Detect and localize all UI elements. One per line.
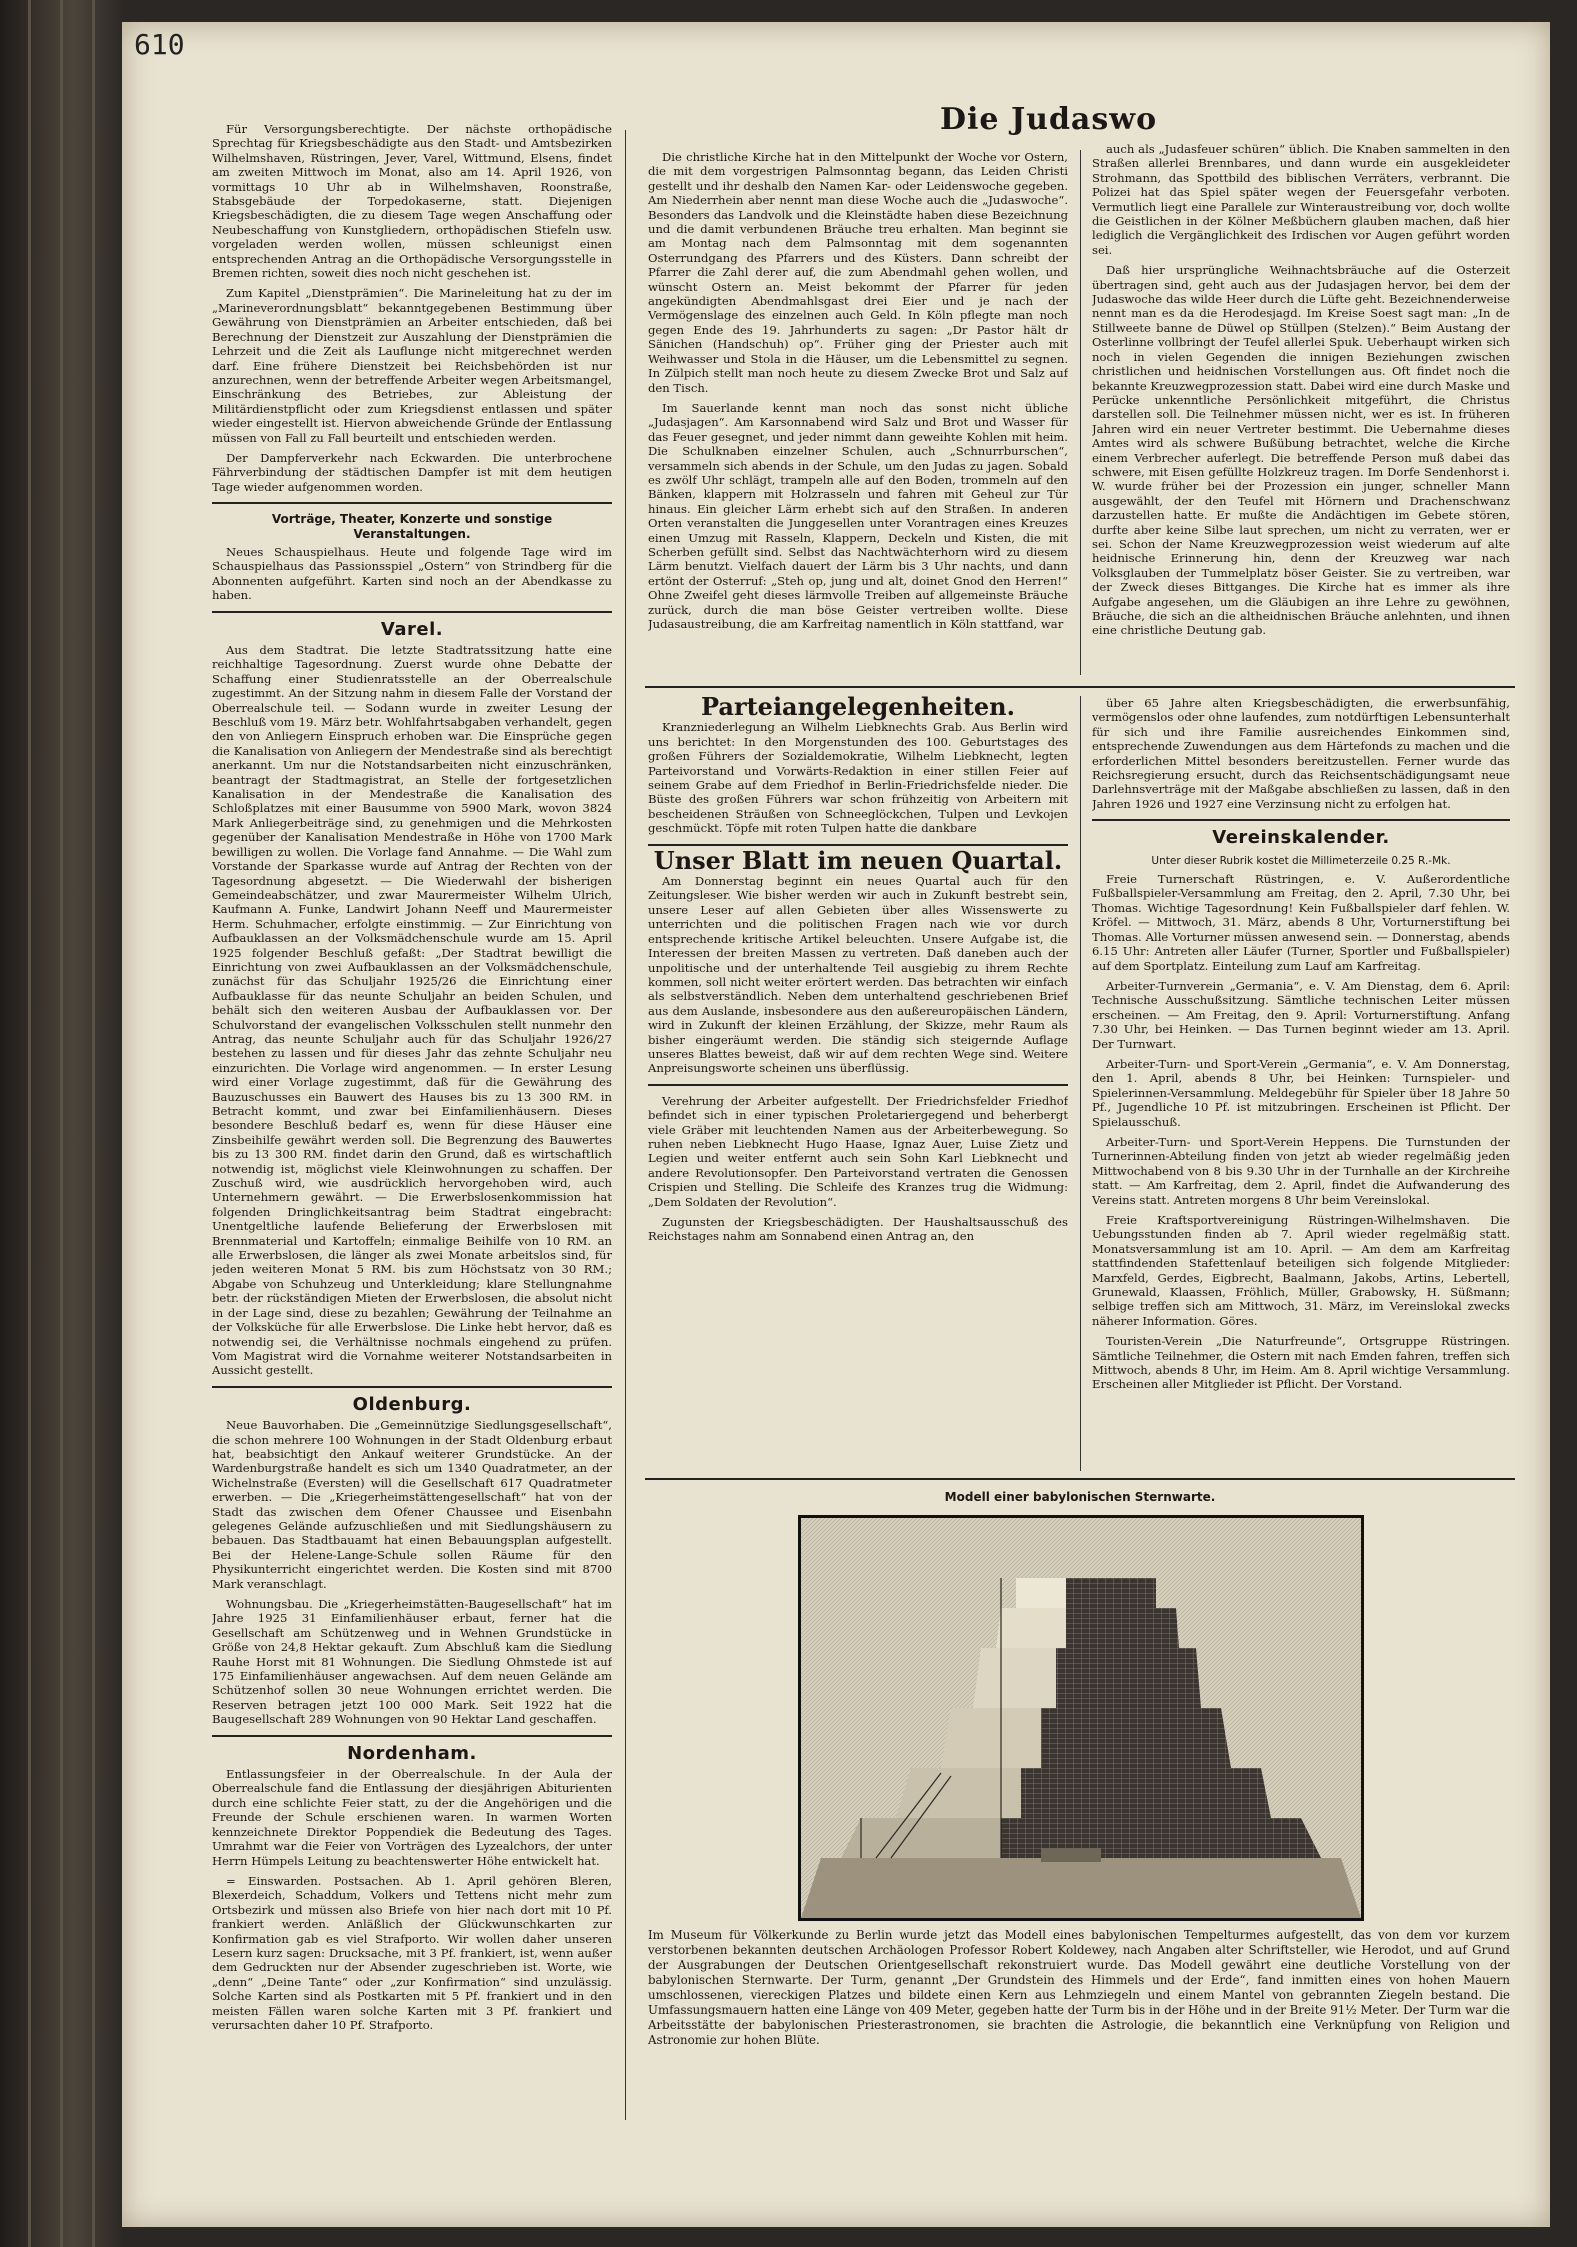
article-judaswoche-2: Im Sauerlande kennt man noch das sonst nicht übliche „Judasjagen“. Am Karsonnabend wird Salz und Brot und Wasser für das Feuer gesegnet, und jeder nimmt dann geweihte Kohlen mit heim. Die Schulknaben einzelner Schulen, auch „Schnurrburschen“, versammeln sich abends in der Schule, um den Judas zu jagen. Sobald es zwölf Uhr schlägt, trampeln alle auf den Boden, trommeln auf den Bänken, klappern mit Holzrasseln und fahren mit Geheul zur Tür hinaus. Ein gleicher Lärm erhebt sich auf den Straßen. In anderen Orten veranstalten die Junggesellen unter Vorantragen eines Kreuzes einen Umzug mit Rasseln, Klappern, Deckeln und Kisten, die mit Scherben gefüllt sind. Selbst das Nachtwächterhorn wird zu diesem Lärm benutzt. Vielfach dauert der Lärm bis 3 Uhr nachts, und dann ertönt der Osterruf: „Steh op, jung und alt, doinet Gnod den Herren!“ Ohne Zweifel geht dieses lärmvolle Treiben auf allgemeinste Bräuche zurück, durch die man böse Geister vertreiben wollte. Diese Judasaustreibung, die am Karfreitag namentlich in Köln stattfand, war [648, 400, 1068, 631]
article-einswarden: = Einswarden. Postsachen. Ab 1. April gehören Bleren, Blexerdeich, Schaddum, Volkers und Tettens nicht mehr zum Ortsbezirk und müssen also Briefe von hier nach dort mit 10 Pf. frankiert werden. Anläßlich der Glückwunschkarten zur Konfirmation gab es viel Strafporto. Wir wollen daher unseren Lesern kurz sagen: Drucksache, mit 3 Pf. frankiert, ist, wenn außer dem Gedruckten nur der Absender zugeschrieben ist. Worte, wie „denn“ „Deine Tante“ oder „zur Konfirmation“ sind unzulässig. Solche Karten sind als Postkarten mit 5 Pf. frankiert und in den meisten Fällen waren solche Karten mit 3 Pf. frankiert und verursachten daher 10 Pf. Strafporto. [212, 1873, 612, 2032]
page-number: 610 [134, 28, 185, 61]
middle-column-lower [648, 696, 1068, 1466]
figure-babylonian-observatory [798, 1515, 1364, 1921]
figure-title: Modell einer babylonischen Sternwarte. [944, 1490, 1216, 1504]
left-column [212, 122, 612, 2127]
section-oldenburg: Oldenburg. [352, 1393, 472, 1415]
article-judasfeuer: auch als „Judasfeuer schüren“ üblich. Die Knaben sammelten in den Straßen allerlei Brennbares, und dann wurde ein ausgekleideter Strohmann, das Spottbild des biblischen Verräters, verbrannt. Die Polizei hat das Spiel später wegen der Feuersgefahr verboten. Vermutlich liegt eine Parallele zur Winteraustreibung vor, doch wollte die Geistlichen in der Kölner Meßbüchern glauben machen, daß hier lediglich die Vergänglichkeit des Irdischen vor Augen geführt worden sei. [1092, 142, 1510, 257]
article-weihnachtsbraeuche: Daß hier ursprüngliche Weihnachtsbräuche auf die Osterzeit übertragen sind, geht auch aus der Judasjagen hervor, bei dem der Judaswoche das wilde Heer durch die Lüfte geht. Bezeichnenderweise nennt man es da die Herodesjagd. Im Kreise Soest sagt man: „In de Stillweete banne de Düwel op Stüllpen (Stelzen).“ Beim Austang der Osterlinne vollbringt der Teufel allerlei Spuk. Ueberhaupt wirken sich noch in vielen Gegenden die innigen Beziehungen zwischen christlichen und heidnischen Vorstellungen aus. Oft findet noch die bekannte Kreuzwegprozession statt. Dabei wird eine durch Maske und Perücke unkenntliche Persönlichkeit mitgeführt, die Christus darstellen soll. Die Teilnehmer müssen nicht, wer es ist. In früheren Jahren wird ein neuer Vertreter bestimmt. Die Uebernahme dieses Amtes wird als schwere Bußübung betrachtet, welche die Kirche einem Verbrecher auferlegt. Die betreffende Person muß dabei das schwere, mit Eisen gefüllte Holzkreuz tragen. Im Dorfe Sendenhorst i. W. wurde früher bei der Prozession ein junger, schneller Mann ausgewählt, der den Teufel mit Hörnern und Drachenschwanz darzustellen hatte. Er mußte die Andächtigen im Gebete stören, durfte aber keine Silbe laut sprechen, um nicht zu verraten, wer er sei. Schon der Name Kreuzwegprozession weist wiederum auf alte heidnische Erinnerung hin, denn der Kreuzweg war nach Volksglauben der Tummelplatz böser Geister. Sie zu vertreiben, war der Zweck dieses Bittganges. Die Kirche hat es immer als ihre Aufgabe angesehen, um die Gläubigen an ihre Lehre zu gewöhnen, Bräuche, die sich an die altheidnischen Bräuche anlehnten, und ihnen eine christliche Deutung gab. [1092, 263, 1510, 638]
divider [212, 611, 612, 613]
article-wohnungsbau: Wohnungsbau. Die „Kriegerheimstätten-Baugesellschaft“ hat im Jahre 1925 31 Einfamilienhäuser erbaut, ferner hat die Gesellschaft am Schützenweg und in Wehnen Grundstücke in Größe von 24,8 Hektar gekauft. Zum Abschluß kam die Siedlung Rauhe Horst mit 81 Wohnungen. Die Siedlung Ohmstede ist auf 175 Einfamilienhäuser angewachsen. Auf dem neuen Gelände am Schützenhof sollen 30 neue Wohnungen errichtet werden. Die Reserven betragen jetzt 100 000 Mark. Seit 1922 hat die Baugesellschaft 289 Wohnungen von 90 Hektar Land geschaffen. [212, 1597, 612, 1727]
article-kriegsbeschaedigte-cont: über 65 Jahre alten Kriegsbeschädigten, die erwerbsunfähig, vermögenslos oder ohne laufendes, zum notdürftigen Lebensunterhalt für sich und ihre Familie ausreichendes Einkommen sind, entsprechende Zuwendungen aus dem Härtefonds zu machen und die erforderlichen Mittel besonders bereitzustellen. Ferner wurde das Reichsregierung ersucht, durch das Reichsentschädigungsamt neue Darlehnsverträge mit der Maßgabe abschließen zu lassen, daß in den Jahren 1926 und 1927 eine Verzinsung nicht zu erfolgen hat. [1092, 696, 1510, 811]
column-rule [1080, 696, 1081, 1471]
section-nordenham: Nordenham. [347, 1742, 477, 1764]
section-veranstaltungen: Vorträge, Theater, Konzerte und sonstige Veranstaltungen. [271, 512, 553, 541]
section-parteiangelegenheiten: Parteiangelegenheiten. [700, 696, 1015, 721]
verein-kraftsport: Freie Kraftsportvereinigung Rüstringen-Wilhelmshaven. Die Uebungsstunden finden ab 7. April wieder regelmäßig statt. Monatsversammlung ist am 10. April. — Am dem am Karfreitag stattfindenden Stafettenlauf beteiligen sich folgende Mitglieder: Marxfeld, Gerdes, Eigbrecht, Baalmann, Jakobs, Artins, Lebertell, Grunewald, Klaassen, Fröhlich, Müller, Grabowsky, H. Süßmann; selbige treffen sich am Mittwoch, 31. März, im Vereinslokal zwecks näherer Information. Göres. [1092, 1213, 1510, 1328]
verein-naturfreunde: Touristen-Verein „Die Naturfreunde“, Ortsgruppe Rüstringen. Sämtliche Teilnehmer, die Ostern mit nach Emden fahren, treffen sich Mittwoch, abends 8 Uhr, im Heim. Am 8. April wichtige Versammlung. Erscheinen aller Mitglieder ist Pflicht. Der Vorstand. [1092, 1334, 1510, 1392]
right-column-lower [1092, 696, 1510, 1466]
article-judaswoche-1: Die christliche Kirche hat in den Mittelpunkt der Woche vor Ostern, die mit dem vorgestrigen Palmsonntag begann, das Leiden Christi gestellt und ihr deshalb den Namen Kar- oder Leidenswoche gegeben. Am Niederrhein aber nennt man diese Woche auch die „Judaswoche“. Besonders das Landvolk und die Kleinstädte haben diese Bezeichnung und die damit verbundenen Bräuche treu erhalten. Man beginnt sie am Montag nach dem Palmsonntag mit dem sogenannten Osterrundgang des Pfarrers und des Küsters. Dann schreibt der Pfarrer die Zahl derer auf, die zum Abendmahl gehen wollen, und wünscht Ostern an. Meist bekommt der Pfarrer für jeden angekündigten Abendmahlsgast drei Eier und je nach der Vermögenslage des einzelnen auch Geld. In Köln pflegte man noch gegen Ende des 19. Jahrhunderts zu sagen: „Dr Pastor hält dr Sänichen (Handschuh) op“. Früher ging der Priester auch mit Weihwasser und Stola in die Häuser, um die Lebensmittel zu segnen. In Zülpich stellt man noch heute zu diesem Zwecke Brot und Salz auf den Tisch. [648, 150, 1068, 395]
article-dampferverkehr: Der Dampferverkehr nach Eckwarden. Die unterbrochene Fährverbindung der städtischen Dampfer ist mit dem heutigen Tage wieder aufgenommen worden. [212, 450, 612, 494]
article-schauspielhaus: Neues Schauspielhaus. Heute und folgende Tage wird im Schauspielhaus das Passionsspiel „Ostern“ von Strindberg für die Abonnenten aufgeführt. Karten sind noch an der Abendkasse zu haben. [212, 544, 612, 603]
column-rule [1080, 150, 1081, 675]
article-verehrung: Verehrung der Arbeiter aufgestellt. Der Friedrichsfelder Friedhof befindet sich in einer typischen Proletariergegend und beherbergt viele Gräber mit leuchtenden Namen aus der Arbeiterbewegung. So ruhen neben Liebknecht Hugo Haase, Ignaz Auer, Luise Zietz und Legien und weiter entfernt auch sein Sohn Karl Liebknecht und andere Revolutionsopfer. Den Parteivorstand vertraten die Genossen Crispien und Stelling. Die Schleife des Kranzes trug die Widmung: „Dem Soldaten der Revolution“. [648, 1093, 1068, 1209]
article-kranzniederlegung: Kranzniederlegung an Wilhelm Liebknechts Grab. Aus Berlin wird uns berichtet: In den Morgenstunden des 100. Geburtstages des großen Führers der Sozialdemokratie, Wilhelm Liebknecht, legten Parteivorstand und Vorwärts-Redaktion in einer stillen Feier auf seinem Grabe auf dem Friedhof in Berlin-Friedrichsfelde nieder. Die Büste des großen Führers war schon frühzeitig von Arbeitern mit bescheidenen Sträußen von Schneeglöckchen, Tulpen und Levkojen geschmückt. Töpfe mit roten Tulpen hatte die dankbare [648, 720, 1068, 836]
article-neues-quartal: Am Donnerstag beginnt ein neues Quartal auch für den Zeitungsleser. Wie bisher werden wir auch in Zukunft bestrebt sein, unsere Leser auf allen Gebieten über alles Wissenswerte zu unterrichten und die politischen Fragen nach wie vor durch entsprechende kritische Artikel beleuchten. Unsere Aufgabe ist, die Interessen der breiten Massen zu vertreten. Daß daneben auch der unpolitische und der unterhaltende Teil ausgiebig zu ihrem Rechte kommen, soll nicht weiter erörtert werden. Das betrachten wir einfach als selbstverständlich. Neben dem unterhaltend geschriebenen Brief aus dem Auslande, insbesondere aus den außereuropäischen Ländern, wird in Zukunft der kleinen Erzählung, der Skizze, mehr Raum als bisher eingeräumt werden. Die ständig sich steigernde Auflage unseres Blattes beweist, daß wir auf dem rechten Wege sind. Weitere Anpreisungsworte scheinen uns überflüssig. [648, 874, 1068, 1076]
verein-freie-turnerschaft: Freie Turnerschaft Rüstringen, e. V. Außerordentliche Fußballspieler-Versammlung am Freitag, den 2. April, 7.30 Uhr, bei Thomas. Wichtige Tagesordnung! Kein Fußballspieler darf fehlen. W. Kröfel. — Mittwoch, 31. März, abends 8 Uhr, Vorturnerstiftung bei Thomas. Alle Vorturner müssen anwesend sein. — Donnerstag, abends 6.15 Uhr: Antreten aller Läufer (Turner, Sportler und Fußballspieler) auf dem Sportplatz. Einteilung zum Lauf am Karfreitag. [1092, 872, 1510, 973]
figure-caption: Im Museum für Völkerkunde zu Berlin wurde jetzt das Modell eines babylonischen Tempelturmes aufgestellt, das von dem vor kurzem verstorbenen bekannten deutschen Archäologen Professor Robert Koldewey, nach Angaben alter Schriftsteller, wie Herodot, und auf Grund der Ausgrabungen der Deutschen Orientgesellschaft rekonstruiert wurde. Das Modell gewährt eine deutliche Vorstellung von der babylonischen Sternwarte. Der Turm, genannt „Der Grundstein des Himmels und der Erde“, fand inmitten eines von hohen Mauern umschlossenen, viereckigen Platzes und bildete einen Kern aus Lehmziegeln und einem Mantel von gebrannten Ziegeln bestand. Die Umfassungsmauern hatten eine Länge von 409 Meter, gegeben hatte der Turm bis in der Höhe und in der Breite 91½ Meter. Der Turm war die Arbeitsstätte der babylonischen Priesterastronomen, sie brachten die Astrologie, die bekanntlich eine Verknüpfung von Religion und Astronomie zur hohen Blüte. [648, 1928, 1510, 2047]
article-entlassungsfeier: Entlassungsfeier in der Oberrealschule. In der Aula der Oberrealschule fand die Entlassung der diesjährigen Abiturienten durch eine schlichte Feier statt, zu der die Angehörigen und die Freunde der Schule erschienen waren. In warmen Worten kennzeichnete Direktor Poppendiek die Bedeutung des Tages. Umrahmt war die Feier von Vorträgen des Lyzealchors, der unter Herrn Hümpels Leitung zu beachtenswerter Höhe entwickelt hat. [212, 1767, 612, 1868]
article-bauvorhaben: Neue Bauvorhaben. Die „Gemeinnützige Siedlungsgesellschaft“, die schon mehrere 100 Wohnungen in der Stadt Oldenburg erbaut hat, beabsichtigt den Ankauf weiterer Grundstücke. An der Wardenburgstraße handelt es sich um 1340 Quadratmeter, an der Wichelnstraße (Eversten) will die Gesellschaft 617 Quadratmeter erwerben. — Die „Kriegerheimstättengesellschaft“ hat von der Stadt das zwischen dem Ofener Chaussee und Eisenbahn gelegenes Gelände aufzuschließen und mit Siedlungshäusern zu bebauen. Das Stadtbauamt hat einen Bebauungsplan aufgestellt. Bei der Helene-Lange-Schule sollen Räume für den Physikunterricht eingerichtet werden. Die Kosten sind mit 8700 Mark veranschlagt. [212, 1418, 612, 1591]
divider [212, 1735, 612, 1737]
divider [1092, 819, 1510, 821]
section-divider [645, 686, 1515, 688]
middle-column-upper [648, 150, 1068, 678]
rubrik-note: Unter dieser Rubrik kostet die Millimeterzeile 0.25 R.-Mk. [1151, 854, 1451, 867]
headline-judaswoche: Die Judaswo [940, 102, 1158, 137]
divider [648, 1084, 1068, 1086]
article-versorgung: Für Versorgungsberechtigte. Der nächste orthopädische Sprechtag für Kriegsbeschädigte aus den Stadt- und Amtsbezirken Wilhelmshaven, Rüstringen, Jever, Varel, Wittmund, Elsens, findet am zweiten Mittwoch im Monat, also am 14. April 1926, von vormittags 10 Uhr ab in Wilhelmshaven, Roonstraße, Stabsgebäude der Torpedokaserne, statt. Diejenigen Kriegsbeschädigten, die zu diesem Tage wegen Anschaffung oder Neubeschaffung von Kunstgliedern, orthopädischen Stiefeln usw. vorgeladen werden wollen, müssen schleunigst einen entsprechenden Antrag an die Orthopädische Versorgungsstelle in Bremen richten, soweit dies noch nicht geschehen ist. [212, 122, 612, 281]
article-kriegsbeschaedigte: Zugunsten der Kriegsbeschädigten. Der Haushaltsausschuß des Reichstages nahm am Sonnabend einen Antrag an, den [648, 1215, 1068, 1244]
section-vereinskalender: Vereinskalender. [1212, 827, 1390, 849]
verein-germania-1: Arbeiter-Turnverein „Germania“, e. V. Am Dienstag, dem 6. April: Technische Ausschußsitzung. Sämtliche technischen Leiter müssen erscheinen. — Am Freitag, den 9. April: Vorturnerstiftung. Anfang 7.30 Uhr, bei Heinken. — Das Turnen beginnt wieder am 13. April. Der Turnwart. [1092, 978, 1510, 1051]
article-dienstpraemien: Zum Kapitel „Dienstprämien“. Die Marineleitung hat zu der im „Marineverordnungsblatt“ bekanntgegebenen Bestimmung über Gewährung von Dienstprämien an Arbeiter entschieden, daß bei Berechnung der Dienstzeit zur Auszahlung der Dienstprämien die Lehrzeit und die Zeit als Lauflunge nicht mitgerechnet werden darf. Eine frühere Dienstzeit bei Reichsbehörden ist nur anzurechnen, wenn der betreffende Arbeiter wegen Arbeitsmangel, Einschränkung des Betriebes, zur Ableistung der Militärdienstpflicht oder zum Kriegsdienst entlassen und später wieder eingestellt ist. Hiervon abweichende Gründe der Entlassung müssen von Fall zu Fall beurteilt und entschieden werden. [212, 286, 612, 445]
article-stadtrat: Aus dem Stadtrat. Die letzte Stadtratssitzung hatte eine reichhaltige Tagesordnung. Zuerst wurde ohne Debatte der Schaffung einer Studienratsstelle an der Oberrealschule zugestimmt. An der Sitzung nahm in diesem Falle der Vorstand der Oberrealschule teil. — Sodann wurde in zweiter Lesung der Beschluß vom 19. März betr. Wohlfahrtsabgaben verhandelt, gegen den von Anliegern Einspruch erhoben war. Die Einsprüche gegen die Kanalisation von Anliegern der Mendestraße sind als berechtigt anerkannt. Um nur die Notstandsarbeiten nicht einzuschränken, beantragt der Stadtmagistrat, an Stelle der fortgesetzlichen Kanalisation in der Mendestraße die Kanalisation des Schloßplatzes mit einer Bausumme von 5900 Mark, wovon 3824 Mark Anliegerbeiträge sind, zu genehmigen und die Mehrkosten gegenüber der Kanalisation Mendestraße in Höhe von 1700 Mark bewilligen zu wollen. Die Vorlage fand Annahme. — Die Wahl zum Vorstande der Sparkasse wurde auf Antrag der Rechten von der Tagesordnung abgesetzt. — Die Wiederwahl der bisherigen Gemeindeabschätzer, und zwar Maurermeister Wilhelm Ulrich, Kaufmann A. Funke, Landwirt Johann Neeff und Maurermeister Herm. Schuhmacher, erfolgte einstimmig. — Zur Einrichtung von Aufbauklassen an der Volksmädchenschule wurde am 15. April 1925 folgender Beschluß gefaßt: „Der Stadtrat bewilligt die Einrichtung von zwei Aufbauklassen an der Volksmädchenschule, zunächst für das Schuljahr 1925/26 die Einrichtung einer Aufbauklasse für das neunte Schuljahr an beiden Schulen, und behält sich den weiteren Ausbau der Aufbauklassen vor. Der Schulvorstand der evangelischen Volksschulen stellt nunmehr den Antrag, das neunte Schuljahr auch für das Schuljahr 1926/27 bestehen zu lassen und für dieses Jahr das zehnte Schuljahr neu einzurichten. Die Vorlage wird angenommen. — In erster Lesung wird einer Vorlage zugestimmt, daß für die Gewährung des Bauzuschusses ein Bauwert des Hauses bis zu 13 300 RM. in Betracht kommt, und zwar bei Einfamilienhäusern. Dieses besondere Beschluß bedarf es, wenn für diese Häuser eine Zinsbeihilfe gewährt werden soll. Die Begrenzung des Bauwertes bis zu 13 300 RM. findet darin den Grund, daß es wirtschaftlich notwendig ist, möglichst viele Kleinwohnungen zu schaffen. Der Zuschuß wird, wie ausdrücklich hervorgehoben wird, auch Unternehmern gewährt. — Die Erwerbslosenkommission hat folgenden Dringlichkeitsantrag beim Stadtrat eingebracht: Unentgeltliche laufende Belieferung der Erwerbslosen mit Brennmaterial und Kartoffeln; einmalige Beihilfe von 10 RM. an alle Erwerbslosen, die länger als zwei Monate arbeitslos sind, für jeden weiteren Monat 5 RM. bis zum Höchstsatz von 30 RM.; Abgabe von Schuhzeug und Unterkleidung; klare Stellungnahme betr. der rückständigen Mieten der Erwerbslosen, die absolut nicht in der Lage sind, diese zu bezahlen; Gewährung der Teilnahme an der Volksküche für alle Erwerbslose. Die Linke hebt hervor, daß es notwendig sei, die Verhältnisse nochmals eingehend zu prüfen. Vom Magistrat wird die Vornahme weiterer Notstandsarbeiten in Aussicht gestellt. [212, 643, 612, 1378]
section-unser-blatt: Unser Blatt im neuen Quartal. [653, 845, 1063, 875]
verein-germania-2: Arbeiter-Turn- und Sport-Verein „Germania“, e. V. Am Donnerstag, den 1. April, abends 8 Uhr, bei Heinken: Turnspieler- und Spielerinnen-Versammlung. Meldegebühr für Spieler über 18 Jahre 50 Pf., Jugendliche 10 Pf. ist mitzubringen. Erscheinen ist Pflicht. Der Spielausschuß. [1092, 1056, 1510, 1129]
column-rule [625, 130, 626, 2120]
verein-heppens: Arbeiter-Turn- und Sport-Verein Heppens. Die Turnstunden der Turnerinnen-Abteilung finden von jetzt ab wieder regelmäßig jeden Mittwochabend von 8 bis 9.30 Uhr in der Turnhalle an der Kirchreihe statt. — Am Karfreitag, dem 2. April, findet die Aufwanderung des Vereins statt. Antreten morgens 8 Uhr beim Vereinslokal. [1092, 1134, 1510, 1207]
divider [212, 1386, 612, 1388]
section-divider [645, 1478, 1515, 1480]
section-varel: Varel. [380, 618, 444, 640]
observatory-illustration [801, 1518, 1361, 1918]
right-column-upper [1092, 142, 1510, 678]
divider [212, 502, 612, 504]
book-binding [0, 0, 122, 2247]
